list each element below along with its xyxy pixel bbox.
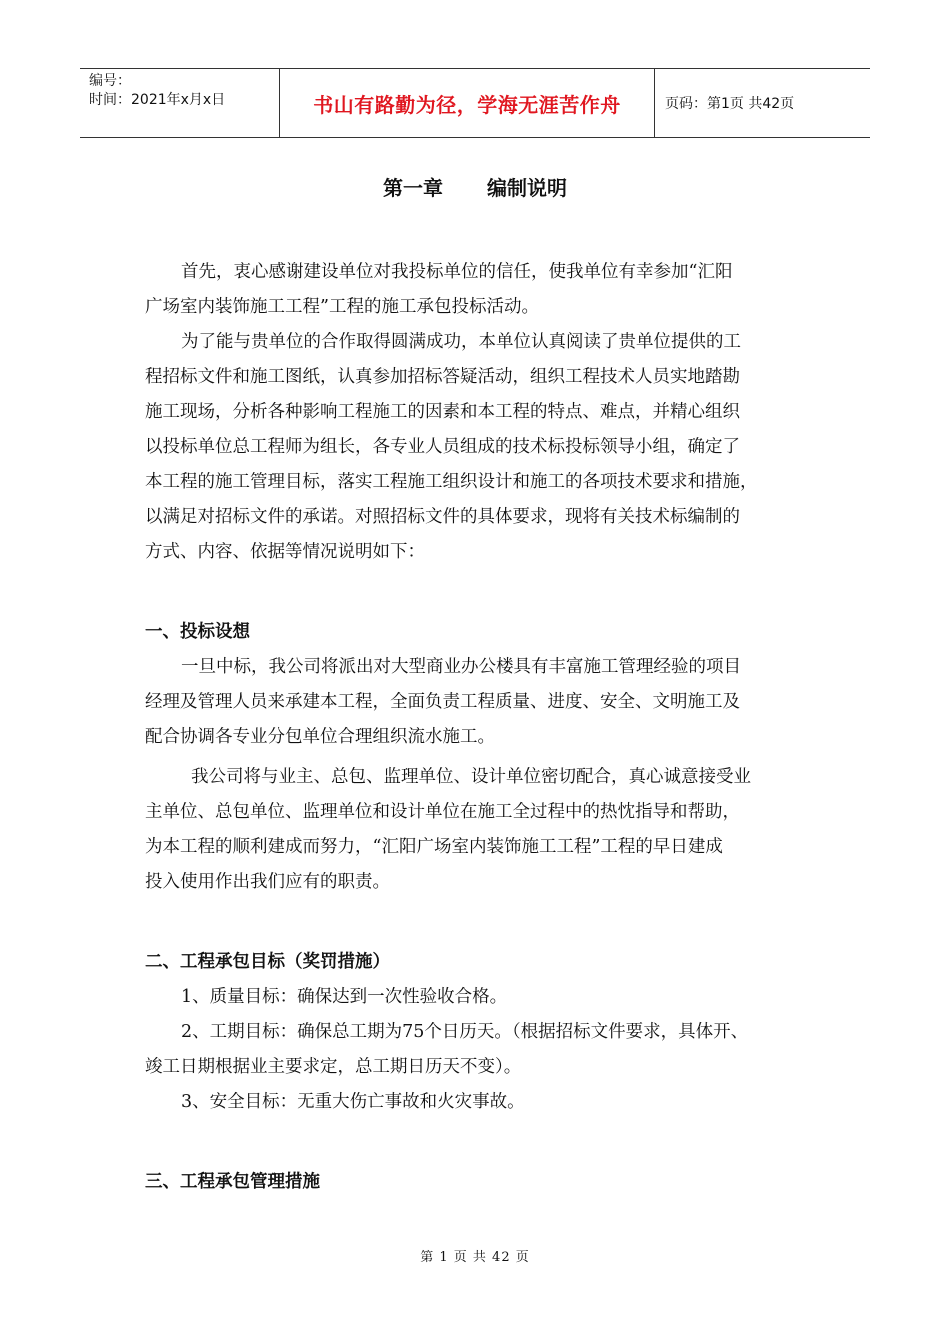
paragraph-line: 首先，衷心感谢建设单位对我投标单位的信任，使我单位有幸参加“汇阳 xyxy=(181,262,733,282)
paragraph-line: 主单位、总包单位、监理单位和设计单位在施工全过程中的热忱指导和帮助， xyxy=(145,802,740,822)
paragraph-line: 方式、内容、依据等情况说明如下： xyxy=(145,542,425,562)
paragraph-line: 我公司将与业主、总包、监理单位、设计单位密切配合，真心诚意接受业 xyxy=(191,767,751,787)
paragraph-line: 为了能与贵单位的合作取得圆满成功，本单位认真阅读了贵单位提供的工 xyxy=(181,332,741,352)
section-heading: 一、投标设想 xyxy=(145,622,250,642)
chapter-name: 编制说明 xyxy=(487,176,567,200)
chapter-title xyxy=(0,172,950,201)
paragraph-line: 3、安全目标：无重大伤亡事故和火灾事故。 xyxy=(181,1092,525,1112)
header-page-info-cell xyxy=(655,69,870,137)
paragraph-line: 2、工期目标：确保总工期为75个日历天。（根据招标文件要求，具体开、 xyxy=(181,1022,749,1042)
page-header xyxy=(80,68,870,138)
header-motto-cell xyxy=(280,69,655,137)
paragraph-line: 程招标文件和施工图纸，认真参加招标答疑活动，组织工程技术人员实地踏勘 xyxy=(145,367,740,387)
paragraph-line: 经理及管理人员来承建本工程，全面负责工程质量、进度、安全、文明施工及 xyxy=(145,692,740,712)
document-number-label: 编号： xyxy=(89,73,131,89)
header-motto: 书山有路勤为径，学海无涯苦作舟 xyxy=(313,92,621,117)
paragraph-line: 施工现场，分析各种影响工程施工的因素和本工程的特点、难点，并精心组织 xyxy=(145,402,740,422)
page-footer: 第 1 页 共 42 页 xyxy=(420,1250,530,1265)
document-time-label: 时间：2021年x月x日 xyxy=(89,92,226,108)
header-meta xyxy=(80,69,280,137)
header-page-info: 页码：第1页 共42页 xyxy=(665,96,795,112)
paragraph-line: 为本工程的顺利建成而努力，“汇阳广场室内装饰施工工程”工程的早日建成 xyxy=(145,837,723,857)
paragraph-line: 一旦中标，我公司将派出对大型商业办公楼具有丰富施工管理经验的项目 xyxy=(181,657,741,677)
section-heading: 二、工程承包目标（奖罚措施） xyxy=(145,952,390,972)
paragraph-line: 以投标单位总工程师为组长，各专业人员组成的技术标投标领导小组，确定了 xyxy=(145,437,740,457)
chapter-number: 第一章 xyxy=(383,176,443,200)
section-heading: 三、工程承包管理措施 xyxy=(145,1172,320,1192)
paragraph-line: 以满足对招标文件的承诺。对照招标文件的具体要求，现将有关技术标编制的 xyxy=(145,507,740,527)
paragraph-line: 竣工日期根据业主要求定，总工期日历天不变）。 xyxy=(145,1057,522,1077)
paragraph-line: 本工程的施工管理目标，落实工程施工组织设计和施工的各项技术要求和措施， xyxy=(145,472,758,492)
paragraph-line: 投入使用作出我们应有的职责。 xyxy=(145,872,390,892)
paragraph-line: 广场室内装饰施工工程”工程的施工承包投标活动。 xyxy=(145,297,539,317)
paragraph-line: 1、质量目标：确保达到一次性验收合格。 xyxy=(181,987,508,1007)
paragraph-line: 配合协调各专业分包单位合理组织流水施工。 xyxy=(145,727,495,747)
